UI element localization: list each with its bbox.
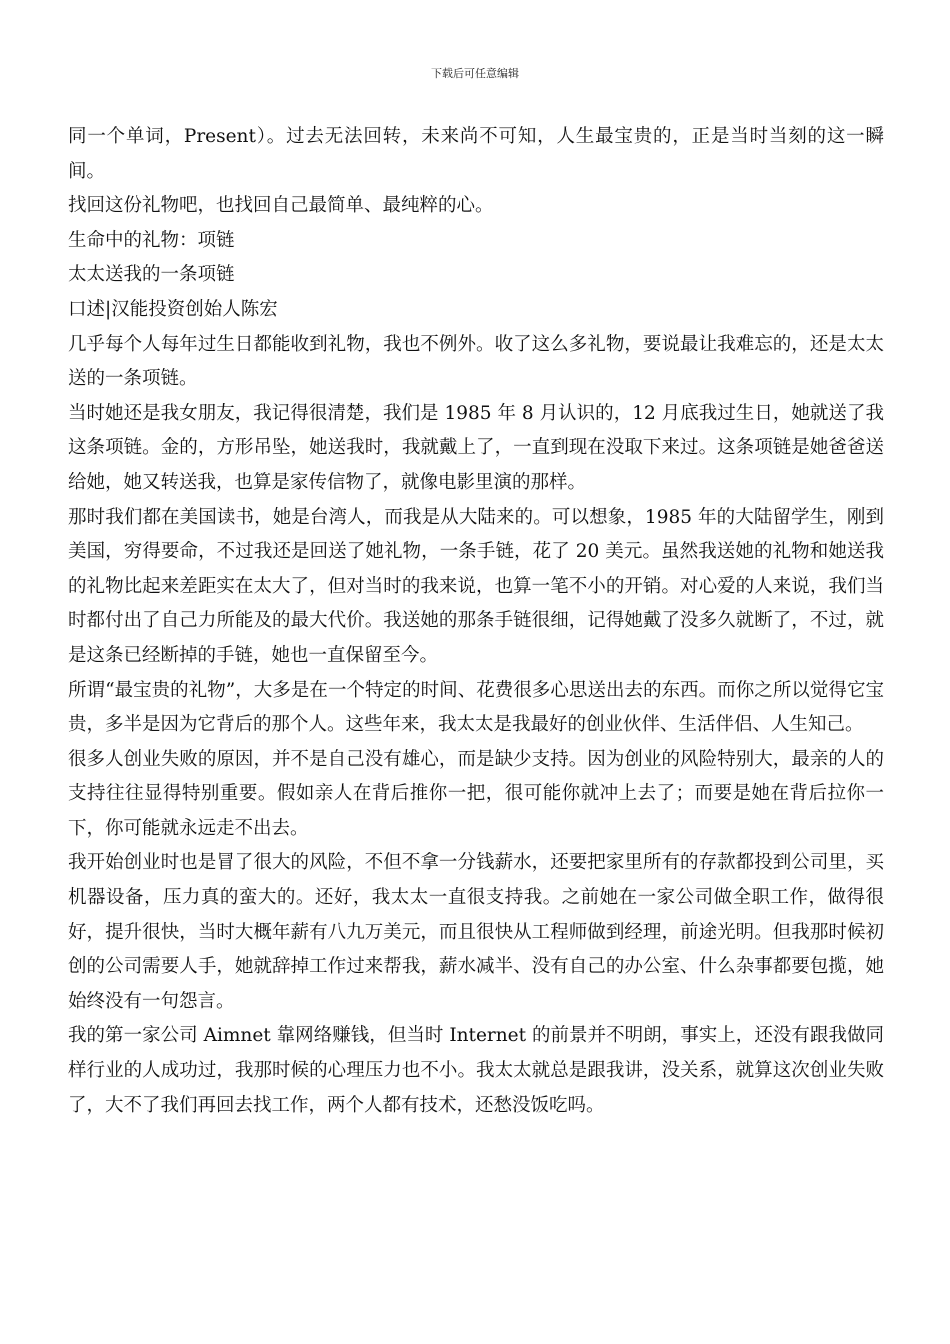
paragraph-birthday: 几乎每个人每年过生日都能收到礼物，我也不例外。收了这么多礼物，要说最让我难忘的，还是太太送的一条项链。 <box>68 333 884 390</box>
article-title: 太太送我的一条项链 <box>68 264 235 286</box>
paragraph-precious-gift: 所谓“最宝贵的礼物”，大多是在一个特定的时间、花费很多心思送出去的东西。而你之所以觉得它宝贵，多半是因为它背后的那个人。这些年来，我太太是我最好的创业伙伴、生活伴侣、人生知己。 <box>68 679 884 736</box>
section-title: 生命中的礼物：项链 <box>68 229 235 251</box>
article-byline: 口述|汉能投资创始人陈宏 <box>68 298 278 320</box>
paragraph-present: 同一个单词，Present）。过去无法回转，未来尚不可知，人生最宝贵的，正是当时当刻的这一瞬间。 <box>68 126 884 182</box>
paragraph-startup-support: 很多人创业失败的原因，并不是自己没有雄心，而是缺少支持。因为创业的风险特别大，最亲的人的支持往往显得特别重要。假如亲人在背后推你一把，很可能你就冲上去了；而要是她在背后拉你一下，你可能就永远走不出去。 <box>68 748 884 839</box>
document-body <box>68 120 884 1123</box>
page-header-note: 下载后可任意编辑 <box>431 67 519 80</box>
paragraph-aimnet: 我的第一家公司 Aimnet 靠网络赚钱，但当时 Internet 的前景并不明朗，事实上，还没有跟我做同样行业的人成功过，我那时候的心理压力也不小。我太太就总是跟我讲，没关系，就算这次创业失败了，大不了我们再回去找工作，两个人都有技术，还愁没饭吃吗。 <box>68 1025 884 1116</box>
paragraph-studying-usa: 那时我们都在美国读书，她是台湾人，而我是从大陆来的。可以想象，1985 年的大陆留学生，刚到美国，穷得要命，不过我还是回送了她礼物，一条手链，花了 20 美元。虽然我送她的礼物和她送我的礼物比起来差距实在太大了，但对当时的我来说，也算一笔不小的开销。对心爱的人来说，我们当时都付出了自己力所能及的最大代价。我送她的那条手链很细，记得她戴了没多久就断了，不过，就是这条已经断掉的手链，她也一直保留至今。 <box>68 506 884 666</box>
paragraph-startup-risk: 我开始创业时也是冒了很大的风险，不但不拿一分钱薪水，还要把家里所有的存款都投到公司里，买机器设备，压力真的蛮大的。还好，我太太一直很支持我。之前她在一家公司做全职工作，做得很好，提升很快，当时大概年薪有八九万美元，而且很快从工程师做到经理，前途光明。但我那时候初创的公司需要人手，她就辞掉工作过来帮我，薪水减半、没有自己的办公室、什么杂事都要包揽，她始终没有一句怨言。 <box>68 852 884 1012</box>
paragraph-girlfriend: 当时她还是我女朋友，我记得很清楚，我们是 1985 年 8 月认识的，12 月底我过生日，她就送了我这条项链。金的，方形吊坠，她送我时，我就戴上了，一直到现在没取下来过。这条项链是她爸爸送给她，她又转送我，也算是家传信物了，就像电影里演的那样。 <box>68 402 884 493</box>
paragraph-find-gift: 找回这份礼物吧，也找回自己最简单、最纯粹的心。 <box>68 195 494 217</box>
